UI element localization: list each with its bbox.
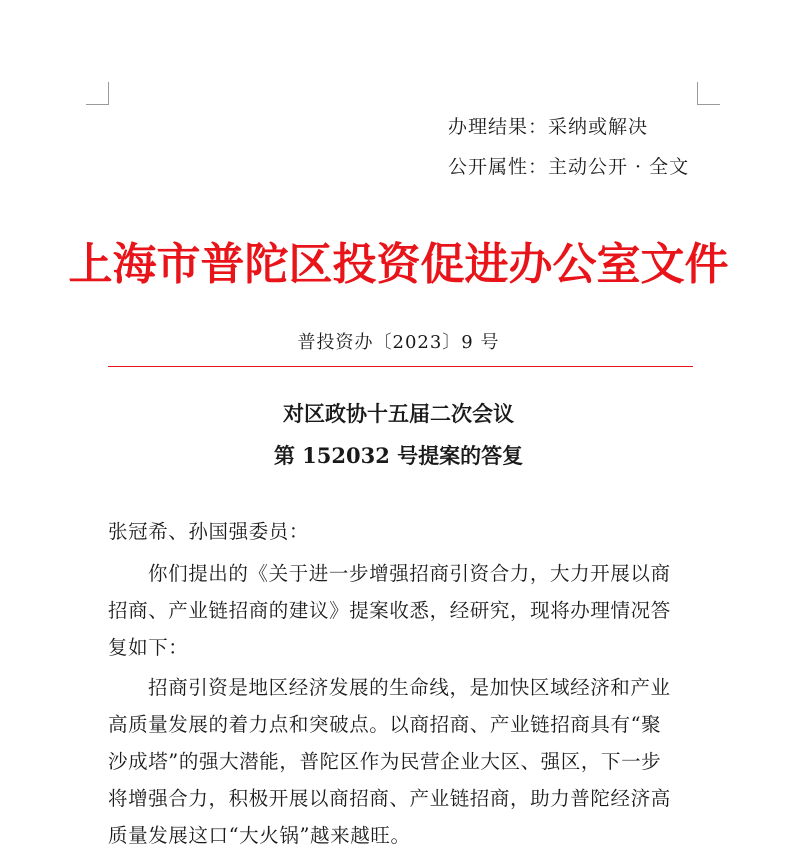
crop-mark-top-right [697, 82, 720, 105]
paragraph-2-line-3: 沙成塔”的强大潜能，普陀区作为民营企业大区、强区，下一步 [108, 750, 662, 773]
document-title-line-2: 第 152032 号提案的答复 [273, 443, 524, 468]
paragraph-2-line-1: 招商引资是地区经济发展的生命线，是加快区域经济和产业 [148, 676, 671, 699]
paragraph-2-line-2: 高质量发展的着力点和突破点。以商招商、产业链招商具有“聚 [108, 713, 662, 736]
document-title-line-1: 对区政协十五届二次会议 [283, 401, 514, 426]
handling-result: 办理结果：采纳或解决 [448, 116, 649, 138]
paragraph-2-line-4: 将增强合力，积极开展以商招商、产业链招商，助力普陀经济高 [108, 787, 671, 810]
document-number: 普投资办〔2023〕9 号 [297, 332, 500, 353]
crop-mark-top-left [86, 82, 109, 105]
document-masthead: 上海市普陀区投资促进办公室文件 [68, 239, 729, 290]
salutation: 张冠希、孙国强委员： [108, 520, 310, 543]
paragraph-1-line-3: 复如下： [108, 636, 189, 659]
disclosure-attribute: 公开属性：主动公开 · 全文 [448, 156, 690, 178]
paragraph-1-line-2: 招商、产业链招商的建议》提案收悉，经研究，现将办理情况答 [108, 599, 671, 622]
paragraph-2-line-5: 质量发展这口“大火锅”越来越旺。 [108, 824, 411, 847]
red-separator-line [108, 366, 693, 367]
paragraph-1-line-1: 你们提出的《关于进一步增强招商引资合力，大力开展以商 [148, 562, 671, 585]
